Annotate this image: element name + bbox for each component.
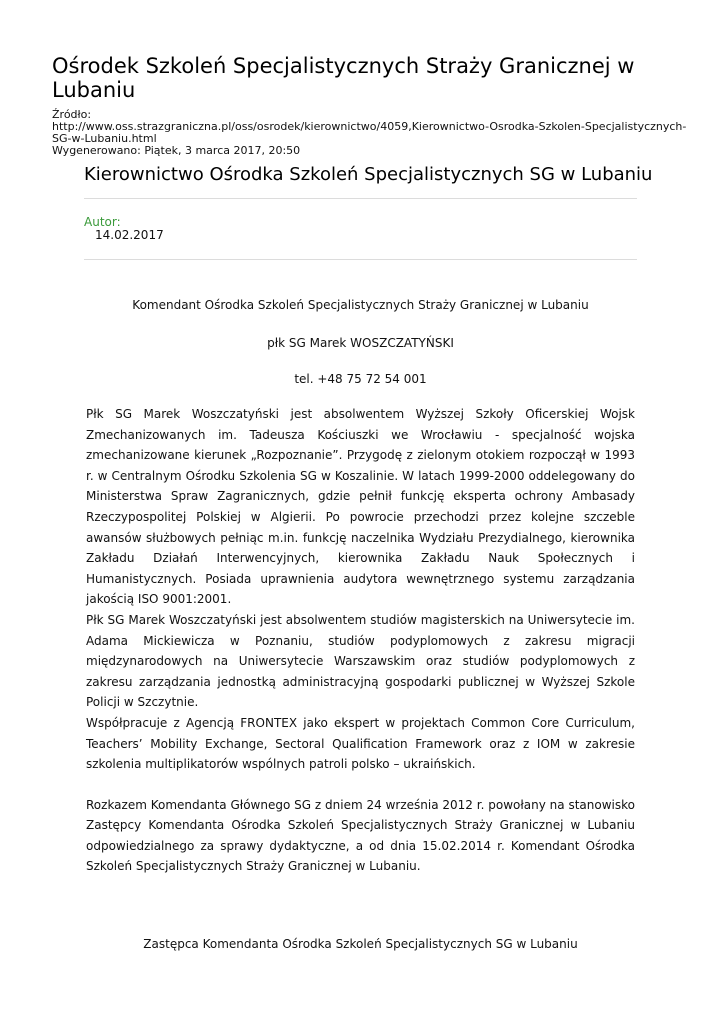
- article-body: [86, 404, 635, 877]
- divider: [84, 259, 637, 260]
- article-date: 14.02.2017: [95, 228, 164, 242]
- divider: [84, 198, 637, 199]
- paragraph: Płk SG Marek Woszczatyński jest absolwentem studiów magisterskich na Uniwersytecie im. Adama Mickiewicza w Poznaniu, studiów podyplomowych z zakresu migracji międzynarodowych na Uniwersytecie Warszawskim oraz studiów podyplomowych z zakresu zarządzania jednostką administracyjną gospodarki publicznej w Wyższej Szkole Policji w Szczytnie.: [86, 612, 635, 710]
- paragraph: Współpracuje z Agencją FRONTEX jako ekspert w projektach Common Core Curriculum, Teachers’ Mobility Exchange, Sectoral Qualification Framework oraz z IOM w zakresie szkolenia multiplikatorów wspólnych patroli polsko – ukraińskich.: [86, 715, 635, 772]
- position-heading: Komendant Ośrodka Szkoleń Specjalistycznych Straży Granicznej w Lubaniu: [132, 298, 589, 312]
- generated-timestamp: Wygenerowano: Piątek, 3 marca 2017, 20:50: [52, 144, 301, 157]
- article-title: Kierownictwo Ośrodka Szkoleń Specjalistycznych SG w Lubaniu: [84, 164, 653, 185]
- person-name: płk SG Marek WOSZCZATYŃSKI: [267, 336, 454, 350]
- source-url[interactable]: http://www.oss.strazgraniczna.pl/oss/osrodek/kierownictwo/4059,Kierownictwo-Osrodka-Szkolen-Specjalistycznych-SG-w-Lubaniu.html: [52, 120, 687, 145]
- source-meta: [52, 109, 692, 157]
- phone-number: tel. +48 75 72 54 001: [294, 372, 427, 386]
- author-label: Autor:: [84, 215, 121, 229]
- deputy-heading: Zastępca Komendanta Ośrodka Szkoleń Specjalistycznych SG w Lubaniu: [143, 937, 578, 951]
- paragraph: Rozkazem Komendanta Głównego SG z dniem 24 września 2012 r. powołany na stanowisko Zastępcy Komendanta Ośrodka Szkoleń Specjalistycznych Straży Granicznej w Lubaniu odpowiedzialnego za sprawy dydaktyczne, a od dnia 15.02.2014 r. Komendant Ośrodka Szkoleń Specjalistycznych Straży Granicznej w Lubaniu.: [86, 797, 635, 874]
- source-label: Źródło:: [52, 108, 92, 121]
- site-title: Ośrodek Szkoleń Specjalistycznych Straży Granicznej w Lubaniu: [52, 54, 635, 102]
- paragraph: Płk SG Marek Woszczatyński jest absolwentem Wyższej Szkoły Oficerskiej Wojsk Zmechanizowanych im. Tadeusza Kościuszki we Wrocławiu - specjalność wojska zmechanizowane kierunek „Rozpoznanie”. Przygodę z zielonym otokiem rozpoczął w 1993 r. w Centralnym Ośrodku Szkolenia SG w Koszalinie. W latach 1999-2000 oddelegowany do Ministerstwa Spraw Zagranicznych, gdzie pełnił funkcję eksperta ochrony Ambasady Rzeczypospolitej Polskiej w Algierii. Po powrocie przechodzi przez kolejne szczeble awansów służbowych pełniąc m.in. funkcję naczelnika Wydziału Prezydialnego, kierownika Zakładu Działań Interwencyjnych, kierownika Zakładu Nauk Społecznych i Humanistycznych. Posiada uprawnienia audytora wewnętrznego systemu zarządzania jakością ISO 9001:2001.: [86, 407, 635, 607]
